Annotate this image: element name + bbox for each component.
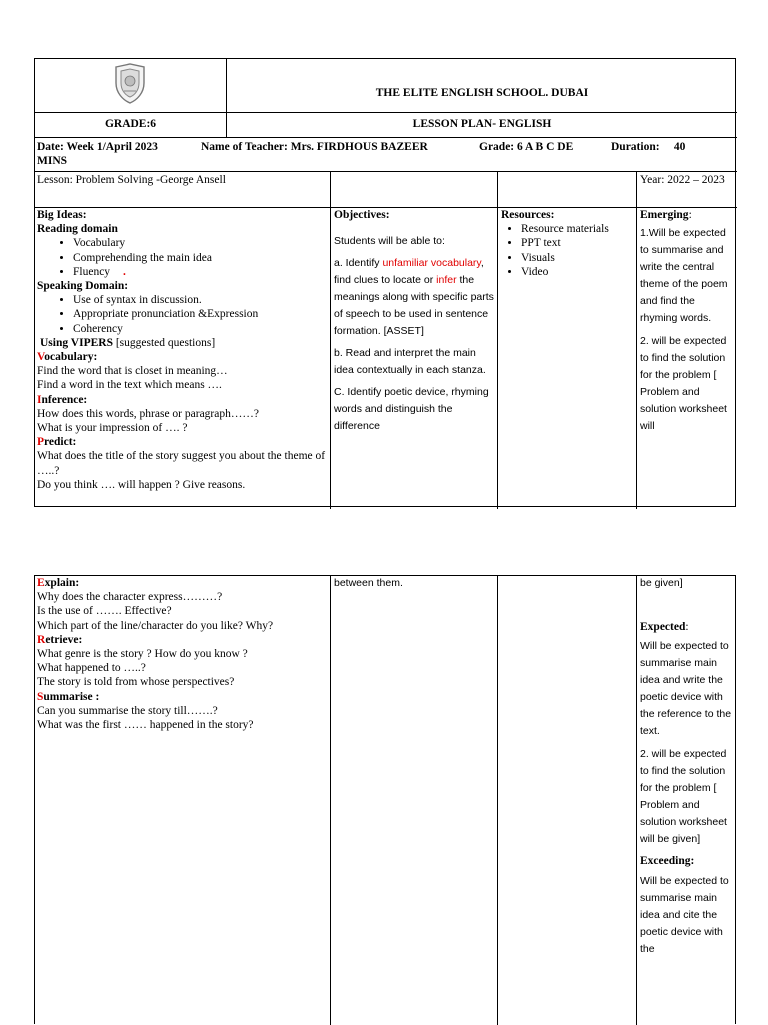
objectives-cell: [330, 208, 497, 509]
lesson-plan-table-page1: [34, 58, 736, 507]
question-line: Find the word that is closet in meaning…: [37, 365, 228, 378]
objective-b: b. Read and interpret the main idea contextually in each stanza.: [334, 347, 486, 377]
question-line: What happened to …..?: [37, 662, 146, 675]
emerging-2-continued: be given]: [640, 577, 683, 589]
list-item: • Appropriate pronunciation &Expression: [73, 307, 329, 321]
question-line: What does the title of the story suggest you about the theme of …..?: [37, 450, 326, 477]
exceeding-heading: Exceeding:: [640, 855, 695, 868]
vipers-heading-p: Predict:: [37, 436, 77, 449]
list-item: • Resource materials: [521, 222, 633, 236]
expected-2: 2. will be expected to find the solution for the problem [ Problem and solution worksheet will be given]: [640, 748, 727, 846]
objectives-cell-continued: [330, 576, 497, 1025]
levels-cell: [636, 208, 737, 509]
teacher-text: Name of Teacher: Mrs. FIRDHOUS BAZEER: [201, 141, 428, 153]
lesson-plan-title: LESSON PLAN- ENGLISH: [226, 113, 737, 138]
vipers-heading-s: Summarise :: [37, 690, 100, 703]
lesson-blank-1: [330, 172, 331, 208]
question-line: The story is told from whose perspectives?: [37, 676, 235, 689]
emerging-heading: Emerging:: [640, 209, 692, 221]
objectives-intro: Students will be able to:: [334, 235, 445, 248]
school-name: THE ELITE ENGLISH SCHOOL. DUBAI: [375, 87, 589, 99]
speaking-list: [37, 293, 329, 336]
vipers-heading-v: Vocabulary:: [37, 351, 98, 364]
emerging-1: 1.Will be expected to summarise and write the central theme of the poem and find the rhyming words.: [640, 227, 728, 325]
school-crest-icon: [113, 63, 147, 105]
vipers-heading-i: Inference:: [37, 393, 88, 406]
list-item: • Use of syntax in discussion.: [73, 293, 329, 307]
vipers-heading-e: Explain:: [37, 577, 80, 589]
lesson-row: [35, 171, 737, 207]
question-line: What genre is the story ? How do you know ?: [37, 648, 248, 661]
school-name-cell: [226, 59, 737, 112]
question-line: Can you summarise the story till…….?: [37, 704, 218, 717]
list-item: • Visuals: [521, 251, 633, 265]
list-item: • PPT text: [521, 236, 633, 250]
grade-label: GRADE:6: [104, 118, 157, 130]
speaking-domain-heading: Speaking Domain:: [37, 280, 129, 293]
objectives-heading: Objectives:: [334, 209, 390, 221]
reading-domain-heading: Reading domain: [37, 223, 118, 236]
grade-text: Grade: 6 A B C DE: [479, 141, 574, 153]
vipers-heading-r: Retrieve:: [37, 633, 83, 646]
list-item: • Vocabulary: [73, 236, 329, 250]
info-row: [35, 137, 737, 171]
resources-cell-continued: [497, 576, 636, 1025]
reading-list: [37, 236, 329, 279]
question-line: Which part of the line/character do you like? Why?: [37, 619, 274, 632]
grade-row: [35, 112, 737, 137]
red-mark: .: [122, 265, 126, 278]
expected-1: Will be expected to summarise main idea and write the poetic device with the reference to the text.: [640, 640, 732, 738]
question-line: What was the first …… happened in the story?: [37, 719, 254, 732]
duration-text: Duration: 40: [611, 141, 686, 153]
emerging-2: 2. will be expected to find the solution for the problem [ Problem and solution worksheet will: [640, 335, 727, 433]
list-item: • Video: [521, 265, 633, 279]
resources-list: [501, 222, 633, 279]
big-ideas-cell-continued: [37, 576, 329, 732]
date-text: Date: Week 1/April 2023: [37, 141, 158, 153]
exceeding-1: Will be expected to summarise main idea and cite the poetic device with the: [640, 875, 729, 956]
year-text: Year: 2022 – 2023: [636, 172, 737, 208]
logo-cell: [35, 59, 226, 112]
question-line: Is the use of ……. Effective?: [37, 605, 172, 618]
list-item: • Fluency .: [73, 265, 329, 279]
list-item: • Coherency: [73, 322, 329, 336]
content-row: [35, 207, 737, 508]
objective-c-continued: between them.: [334, 577, 403, 589]
lesson-plan-table-page2: [34, 575, 736, 1024]
expected-heading: Expected:: [640, 621, 689, 633]
big-ideas-cell: [37, 208, 329, 492]
duration-unit: MINS: [37, 155, 68, 167]
lesson-title: Lesson: Problem Solving -George Ansell: [37, 174, 226, 186]
highlight-infer: infer: [436, 274, 457, 287]
question-line: Find a word in the text which means ….: [37, 379, 222, 392]
question-line: How does this words, phrase or paragraph……?: [37, 407, 259, 420]
lesson-blank-2: [497, 172, 498, 208]
question-line: What is your impression of …. ?: [37, 422, 188, 435]
big-ideas-heading: Big Ideas:: [37, 209, 87, 221]
vipers-heading: Using VIPERS [suggested questions]: [40, 336, 216, 349]
highlight-unfamiliar-vocabulary: unfamiliar vocabulary: [382, 257, 481, 270]
levels-cell-continued: [636, 576, 737, 1025]
resources-heading: Resources:: [501, 209, 555, 221]
objective-a: a. Identify unfamiliar vocabulary, find clues to locate or infer the meanings along with specific parts of speech to be used in sentence formation. [ASSET]: [334, 257, 494, 338]
list-item: • Comprehending the main idea: [73, 251, 329, 265]
question-line: Why does the character express………?: [37, 591, 223, 604]
question-line: Do you think …. will happen ? Give reasons.: [37, 478, 246, 491]
objective-c: C. Identify poetic device, rhyming words and distinguish the difference: [334, 386, 489, 433]
resources-cell: [497, 208, 636, 509]
